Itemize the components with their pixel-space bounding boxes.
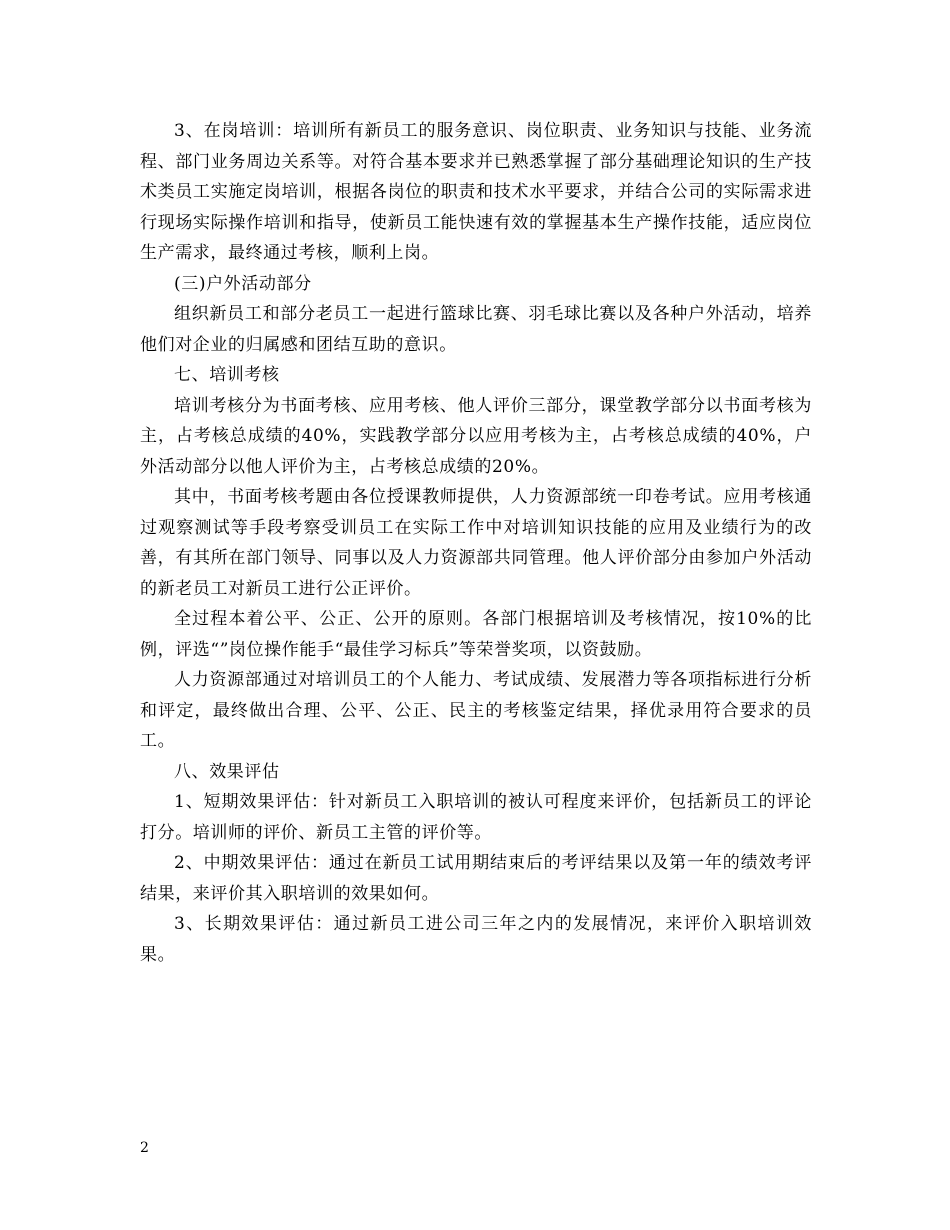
paragraph-assessment-parts: 培训考核分为书面考核、应用考核、他人评价三部分，课堂教学部分以书面考核为主，占考核总成绩的40%，实践教学部分以应用考核为主，占考核总成绩的40%，户外活动部分以他人评价为主，占考核总成绩的20%。 bbox=[140, 395, 812, 477]
heading-training-assessment: 七、培训考核 bbox=[174, 365, 280, 385]
paragraph-on-job-training: 3、在岗培训：培训所有新员工的服务意识、岗位职责、业务知识与技能、业务流程、部门业务周边关系等。对符合基本要求并已熟悉掌握了部分基础理论知识的生产技术类员工实施定岗培训，根据各岗位的职责和技术水平要求，并结合公司的实际需求进行现场实际操作培训和指导，使新员工能快速有效的掌握基本生产操作技能，适应岗位生产需求，最终通过考核，顺利上岗。 bbox=[140, 121, 812, 263]
page-number: 2 bbox=[140, 1140, 149, 1156]
paragraph-long-term-evaluation: 3、长期效果评估：通过新员工进公司三年之内的发展情况，来评价入职培训效果。 bbox=[140, 914, 812, 965]
paragraph-short-term-evaluation: 1、短期效果评估：针对新员工入职培训的被认可程度来评价，包括新员工的评论打分。培训师的评价、新员工主管的评价等。 bbox=[140, 792, 812, 843]
paragraph-mid-term-evaluation: 2、中期效果评估：通过在新员工试用期结束后的考评结果以及第一年的绩效考评结果，来评价其入职培训的效果如何。 bbox=[140, 853, 812, 904]
paragraph-outdoor-activities: 组织新员工和部分老员工一起进行篮球比赛、羽毛球比赛以及各种户外活动，培养他们对企业的归属感和团结互助的意识。 bbox=[140, 304, 812, 355]
heading-outdoor-activities: (三)户外活动部分 bbox=[174, 273, 312, 294]
paragraph-hr-evaluation: 人力资源部通过对培训员工的个人能力、考试成绩、发展潜力等各项指标进行分析和评定，最终做出合理、公平、公正、民主的考核鉴定结果，择优录用符合要求的员工。 bbox=[140, 670, 812, 751]
paragraph-assessment-details: 其中，书面考核考题由各位授课教师提供，人力资源部统一印卷考试。应用考核通过观察测试等手段考察受训员工在实际工作中对培训知识技能的应用及业绩行为的改善，有其所在部门领导、同事以及人力资源部共同管理。他人评价部分由参加户外活动的新老员工对新员工进行公正评价。 bbox=[140, 487, 812, 599]
heading-effect-evaluation: 八、效果评估 bbox=[174, 761, 280, 782]
paragraph-assessment-principles: 全过程本着公平、公正、公开的原则。各部门根据培训及考核情况，按10%的比例，评选“”岗位操作能手“最佳学习标兵”等荣誉奖项，以资鼓励。 bbox=[140, 609, 812, 660]
document-body bbox=[140, 116, 812, 970]
